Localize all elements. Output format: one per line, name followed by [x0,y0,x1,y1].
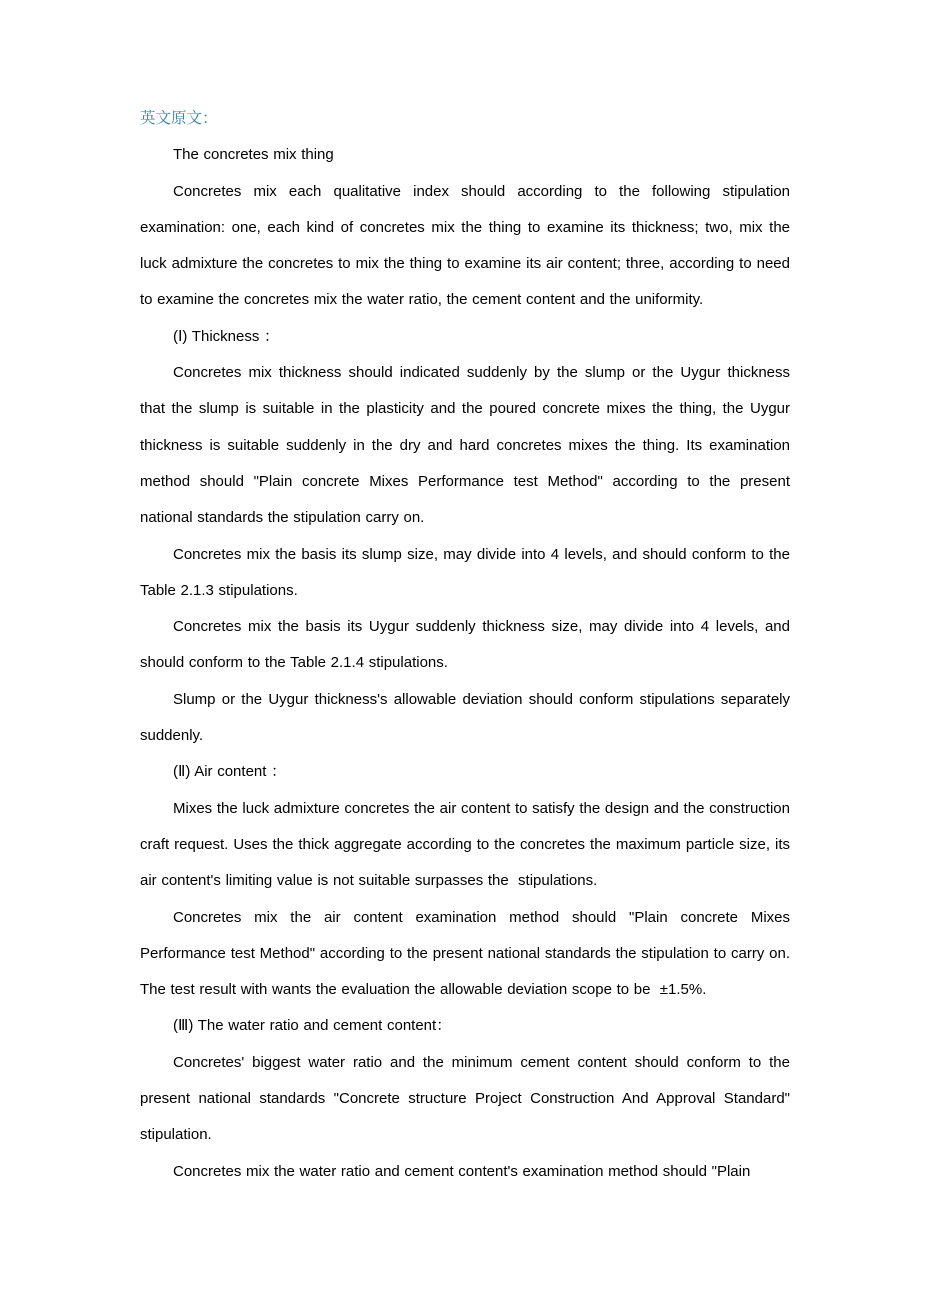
paragraph: Concretes mix thickness should indicated suddenly by the slump or the Uygur thickness that the slump is suitable in the plasticity and the poured concrete mixes the thing, the Uygur thickness is suitable suddenly in the dry and hard concretes mixes the thing. Its examination method should "Plain concrete Mixes Performance test Method" according to the present national standards the stipulation carry on. [140,364,790,527]
paragraph: Concretes mix the water ratio and cement content's examination method should "Plain [173,1162,751,1180]
paragraph: Slump or the Uygur thickness's allowable deviation should conform stipulations separately suddenly. [140,690,790,745]
paragraph: Concretes mix the basis its Uygur suddenly thickness size, may divide into 4 levels, and should conform to the Table 2.1.4 stipulations. [140,618,790,672]
section-heading-air-content: (Ⅱ) Air content ： [173,763,287,781]
paragraph: Concretes' biggest water ratio and the minimum cement content should conform to the present national standards "Concrete structure Project Construction And Approval Standard" stipulation. [140,1053,790,1144]
paragraph: Concretes mix each qualitative index should according to the following stipulation examination: one, each kind of concretes mix the thing to examine its thickness; two, mix the luck admixture the concretes to mix the thing to examine its air content; three, according to need to examine the concretes mix the water ratio, the cement content and the uniformity. [140,182,790,309]
section-heading-thickness: (Ⅰ) Thickness ： [173,327,280,345]
paragraph: Mixes the luck admixture concretes the air content to satisfy the design and the construction craft request. Uses the thick aggregate according to the concretes the maximum particle size, its air content's limiting value is not suitable surpasses the stipulations. [140,799,790,890]
section-heading-water-ratio: (Ⅲ) The water ratio and cement content： [173,1017,452,1035]
paragraph: Concretes mix the basis its slump size, may divide into 4 levels, and should conform to the Table 2.1.3 stipulations. [140,545,790,599]
document-heading: 英文原文： [140,110,218,127]
paragraph-title: The concretes mix thing [173,146,334,164]
paragraph: Concretes mix the air content examination method should "Plain concrete Mixes Performance test Method" according to the present national standards the stipulation to carry on. The test result with wants the evaluation the allowable deviation scope to be ±1.5%. [140,908,790,999]
